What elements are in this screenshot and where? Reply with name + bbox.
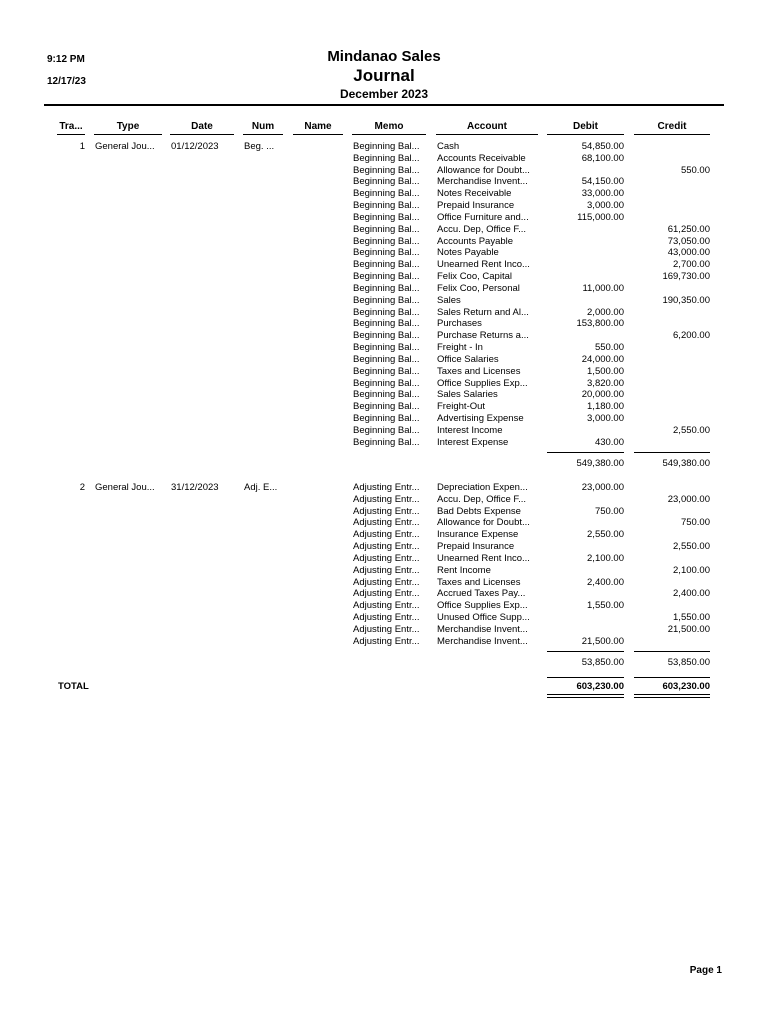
line-account: Allowance for Doubt... xyxy=(437,517,530,529)
line-memo: Adjusting Entr... xyxy=(353,517,420,529)
grand-total-debit: 603,230.00 xyxy=(576,681,624,692)
line-credit xyxy=(634,141,710,153)
line-memo: Beginning Bal... xyxy=(353,152,420,164)
subtotal-debit: 53,850.00 xyxy=(581,656,624,668)
line-memo: Beginning Bal... xyxy=(353,342,420,354)
line-credit xyxy=(634,529,710,541)
line-memo: Beginning Bal... xyxy=(353,259,420,271)
line-memo: Adjusting Entr... xyxy=(353,635,420,647)
line-debit: 115,000.00 xyxy=(577,211,624,223)
line-debit: 24,000.00 xyxy=(581,353,624,365)
line-memo: Adjusting Entr... xyxy=(353,493,420,505)
col-header-date: Date xyxy=(170,120,234,135)
line-account: Prepaid Insurance xyxy=(437,200,515,212)
grand-total-credit: 603,230.00 xyxy=(662,681,710,692)
line-account: Freight - In xyxy=(437,342,483,354)
line-memo: Beginning Bal... xyxy=(353,200,420,212)
line-debit: 2,100.00 xyxy=(587,552,624,564)
line-memo: Beginning Bal... xyxy=(353,282,420,294)
line-debit xyxy=(547,624,624,636)
trans-number: 1 xyxy=(79,141,85,152)
line-memo: Adjusting Entr... xyxy=(353,541,420,553)
line-memo: Beginning Bal... xyxy=(353,389,420,401)
line-account: Office Supplies Exp... xyxy=(437,377,528,389)
line-memo: Beginning Bal... xyxy=(353,235,420,247)
line-account: Sales xyxy=(437,294,461,306)
line-credit xyxy=(634,482,710,494)
line-credit xyxy=(634,212,710,224)
trans-num: Beg. ... xyxy=(244,141,275,152)
line-debit xyxy=(547,565,624,577)
line-credit: 190,350.00 xyxy=(662,294,710,306)
line-memo: Beginning Bal... xyxy=(353,377,420,389)
line-credit xyxy=(634,153,710,165)
line-debit xyxy=(547,612,624,624)
header-divider xyxy=(44,104,724,106)
line-account: Office Salaries xyxy=(437,353,499,365)
total-double-rule-credit xyxy=(634,694,710,698)
line-memo: Beginning Bal... xyxy=(353,353,420,365)
total-double-rule-debit xyxy=(547,694,624,698)
line-credit xyxy=(634,378,710,390)
line-memo: Adjusting Entr... xyxy=(353,576,420,588)
line-memo: Beginning Bal... xyxy=(353,164,420,176)
line-memo: Adjusting Entr... xyxy=(353,588,420,600)
page-number: Page 1 xyxy=(689,965,722,976)
line-account: Interest Expense xyxy=(437,436,509,448)
line-account: Purchases xyxy=(437,318,482,330)
line-debit xyxy=(547,247,624,259)
line-memo: Beginning Bal... xyxy=(353,306,420,318)
line-account: Cash xyxy=(437,141,460,152)
line-debit: 1,180.00 xyxy=(587,401,624,413)
trans-num: Adj. E... xyxy=(244,482,278,493)
line-account: Office Supplies Exp... xyxy=(437,600,528,612)
line-account: Unused Office Supp... xyxy=(437,612,530,624)
line-memo: Beginning Bal... xyxy=(353,365,420,377)
line-memo: Beginning Bal... xyxy=(353,223,420,235)
col-header-type: Type xyxy=(94,120,162,135)
trans-type: General Jou... xyxy=(95,141,155,152)
line-account: Accu. Dep, Office F... xyxy=(437,223,527,235)
line-debit: 153,800.00 xyxy=(576,318,624,330)
line-account: Prepaid Insurance xyxy=(437,541,515,553)
line-debit xyxy=(547,425,624,437)
line-memo: Beginning Bal... xyxy=(353,401,420,413)
line-memo: Adjusting Entr... xyxy=(353,552,420,564)
line-memo: Beginning Bal... xyxy=(353,413,420,425)
line-account: Accounts Payable xyxy=(437,235,514,247)
line-memo: Beginning Bal... xyxy=(353,436,420,448)
line-debit: 750.00 xyxy=(594,505,624,517)
line-account: Unearned Rent Inco... xyxy=(437,259,530,271)
line-debit xyxy=(547,541,624,553)
line-debit xyxy=(547,588,624,600)
line-debit: 1,500.00 xyxy=(587,365,624,377)
line-credit xyxy=(634,342,710,354)
line-account: Insurance Expense xyxy=(437,529,519,541)
line-credit: 61,250.00 xyxy=(667,223,710,235)
company-name: Mindanao Sales xyxy=(327,48,441,65)
line-credit: 2,100.00 xyxy=(673,564,710,576)
line-credit: 23,000.00 xyxy=(667,493,710,505)
line-debit: 430.00 xyxy=(594,436,624,448)
line-credit xyxy=(634,318,710,330)
line-credit: 169,730.00 xyxy=(662,271,710,283)
report-time: 9:12 PM xyxy=(47,54,85,65)
line-credit xyxy=(634,354,710,366)
line-memo: Beginning Bal... xyxy=(353,188,420,200)
line-memo: Beginning Bal... xyxy=(353,271,420,283)
line-debit: 1,550.00 xyxy=(587,600,624,612)
line-credit xyxy=(634,366,710,378)
trans-number: 2 xyxy=(79,482,85,493)
line-account: Bad Debts Expense xyxy=(437,505,521,517)
line-credit: 2,550.00 xyxy=(673,541,710,553)
line-credit: 43,000.00 xyxy=(667,247,710,259)
line-credit xyxy=(634,176,710,188)
line-account: Office Furniture and... xyxy=(437,211,529,223)
col-header-num: Num xyxy=(243,120,283,135)
line-credit xyxy=(634,600,710,612)
line-memo: Adjusting Entr... xyxy=(353,600,420,612)
line-debit: 3,000.00 xyxy=(587,200,624,212)
line-credit xyxy=(634,389,710,401)
line-credit xyxy=(634,401,710,413)
line-credit: 6,200.00 xyxy=(673,330,710,342)
subtotal-rule-debit xyxy=(547,651,624,652)
line-account: Depreciation Expen... xyxy=(437,482,528,493)
grand-total-label: TOTAL xyxy=(58,681,89,692)
line-debit xyxy=(547,295,624,307)
col-header-credit: Credit xyxy=(634,120,710,135)
total-rule-credit xyxy=(634,677,710,678)
line-credit xyxy=(634,413,710,425)
col-header-debit: Debit xyxy=(547,120,624,135)
total-rule-debit xyxy=(547,677,624,678)
line-credit: 1,550.00 xyxy=(673,612,710,624)
line-debit xyxy=(547,271,624,283)
line-memo: Adjusting Entr... xyxy=(353,505,420,517)
line-account: Allowance for Doubt... xyxy=(437,164,530,176)
line-account: Sales Return and Al... xyxy=(437,306,529,318)
line-account: Merchandise Invent... xyxy=(437,635,528,647)
line-memo: Beginning Bal... xyxy=(353,141,420,152)
line-debit: 23,000.00 xyxy=(581,482,624,493)
line-account: Notes Payable xyxy=(437,247,499,259)
report-title: Journal xyxy=(353,66,415,85)
trans-type: General Jou... xyxy=(95,482,155,493)
line-credit: 21,500.00 xyxy=(667,623,710,635)
line-account: Felix Coo, Capital xyxy=(437,271,512,283)
line-memo: Beginning Bal... xyxy=(353,247,420,259)
line-debit: 3,820.00 xyxy=(587,377,624,389)
line-debit: 33,000.00 xyxy=(581,188,624,200)
line-debit xyxy=(547,494,624,506)
line-account: Merchandise Invent... xyxy=(437,623,528,635)
line-debit: 2,000.00 xyxy=(587,306,624,318)
subtotal-rule-credit xyxy=(634,452,710,453)
line-credit: 750.00 xyxy=(680,517,710,529)
line-debit xyxy=(547,236,624,248)
line-credit xyxy=(634,200,710,212)
line-account: Sales Salaries xyxy=(437,389,498,401)
line-credit xyxy=(634,307,710,319)
line-debit: 68,100.00 xyxy=(581,152,624,164)
subtotal-rule-debit xyxy=(547,452,624,453)
line-account: Taxes and Licenses xyxy=(437,365,521,377)
line-credit xyxy=(634,636,710,648)
subtotal-debit: 549,380.00 xyxy=(576,457,624,469)
line-memo: Beginning Bal... xyxy=(353,330,420,342)
line-debit: 550.00 xyxy=(594,342,624,354)
line-memo: Beginning Bal... xyxy=(353,424,420,436)
line-account: Freight-Out xyxy=(437,401,486,413)
line-account: Interest Income xyxy=(437,424,503,436)
line-memo: Beginning Bal... xyxy=(353,294,420,306)
line-credit: 2,550.00 xyxy=(673,424,710,436)
line-debit: 21,500.00 xyxy=(581,635,624,647)
line-account: Taxes and Licenses xyxy=(437,576,521,588)
line-memo: Adjusting Entr... xyxy=(353,529,420,541)
report-date: 12/17/23 xyxy=(47,76,86,87)
line-credit: 73,050.00 xyxy=(667,235,710,247)
line-account: Advertising Expense xyxy=(437,413,524,425)
line-debit: 3,000.00 xyxy=(587,413,624,425)
line-debit xyxy=(547,165,624,177)
line-memo: Beginning Bal... xyxy=(353,176,420,188)
line-account: Unearned Rent Inco... xyxy=(437,552,530,564)
line-debit: 11,000.00 xyxy=(582,282,624,294)
line-credit xyxy=(634,506,710,518)
line-debit xyxy=(547,259,624,271)
line-account: Notes Receivable xyxy=(437,188,512,200)
line-credit xyxy=(634,553,710,565)
col-header-account: Account xyxy=(436,120,538,135)
line-debit: 20,000.00 xyxy=(581,389,624,401)
line-debit xyxy=(547,517,624,529)
trans-date: 01/12/2023 xyxy=(171,141,219,152)
line-account: Rent Income xyxy=(437,564,491,576)
line-credit xyxy=(634,188,710,200)
line-debit xyxy=(547,224,624,236)
line-credit xyxy=(634,437,710,449)
line-account: Felix Coo, Personal xyxy=(437,282,520,294)
subtotal-rule-credit xyxy=(634,651,710,652)
line-debit: 2,550.00 xyxy=(587,529,624,541)
line-debit: 54,850.00 xyxy=(581,141,624,152)
report-period: December 2023 xyxy=(339,87,429,101)
line-credit xyxy=(634,283,710,295)
line-credit: 2,400.00 xyxy=(673,588,710,600)
line-debit xyxy=(547,330,624,342)
line-memo: Beginning Bal... xyxy=(353,318,420,330)
line-credit xyxy=(634,577,710,589)
line-memo: Adjusting Entr... xyxy=(353,564,420,576)
line-account: Merchandise Invent... xyxy=(437,176,528,188)
trans-name xyxy=(294,141,344,153)
line-credit: 550.00 xyxy=(680,164,710,176)
line-account: Accrued Taxes Pay... xyxy=(437,588,526,600)
line-account: Purchase Returns a... xyxy=(437,330,529,342)
line-memo: Beginning Bal... xyxy=(353,211,420,223)
subtotal-credit: 53,850.00 xyxy=(667,656,710,668)
line-debit: 54,150.00 xyxy=(581,176,624,188)
line-account: Accu. Dep, Office F... xyxy=(437,493,527,505)
col-header-name: Name xyxy=(293,120,343,135)
line-memo: Adjusting Entr... xyxy=(353,482,420,493)
trans-date: 31/12/2023 xyxy=(171,482,219,493)
col-header-trans: Tra... xyxy=(57,120,85,135)
line-account: Accounts Receivable xyxy=(437,152,526,164)
line-credit: 2,700.00 xyxy=(673,259,710,271)
line-memo: Adjusting Entr... xyxy=(353,612,420,624)
col-header-memo: Memo xyxy=(352,120,426,135)
line-memo: Adjusting Entr... xyxy=(353,623,420,635)
trans-name xyxy=(294,482,344,494)
line-debit: 2,400.00 xyxy=(587,576,624,588)
subtotal-credit: 549,380.00 xyxy=(662,457,710,469)
